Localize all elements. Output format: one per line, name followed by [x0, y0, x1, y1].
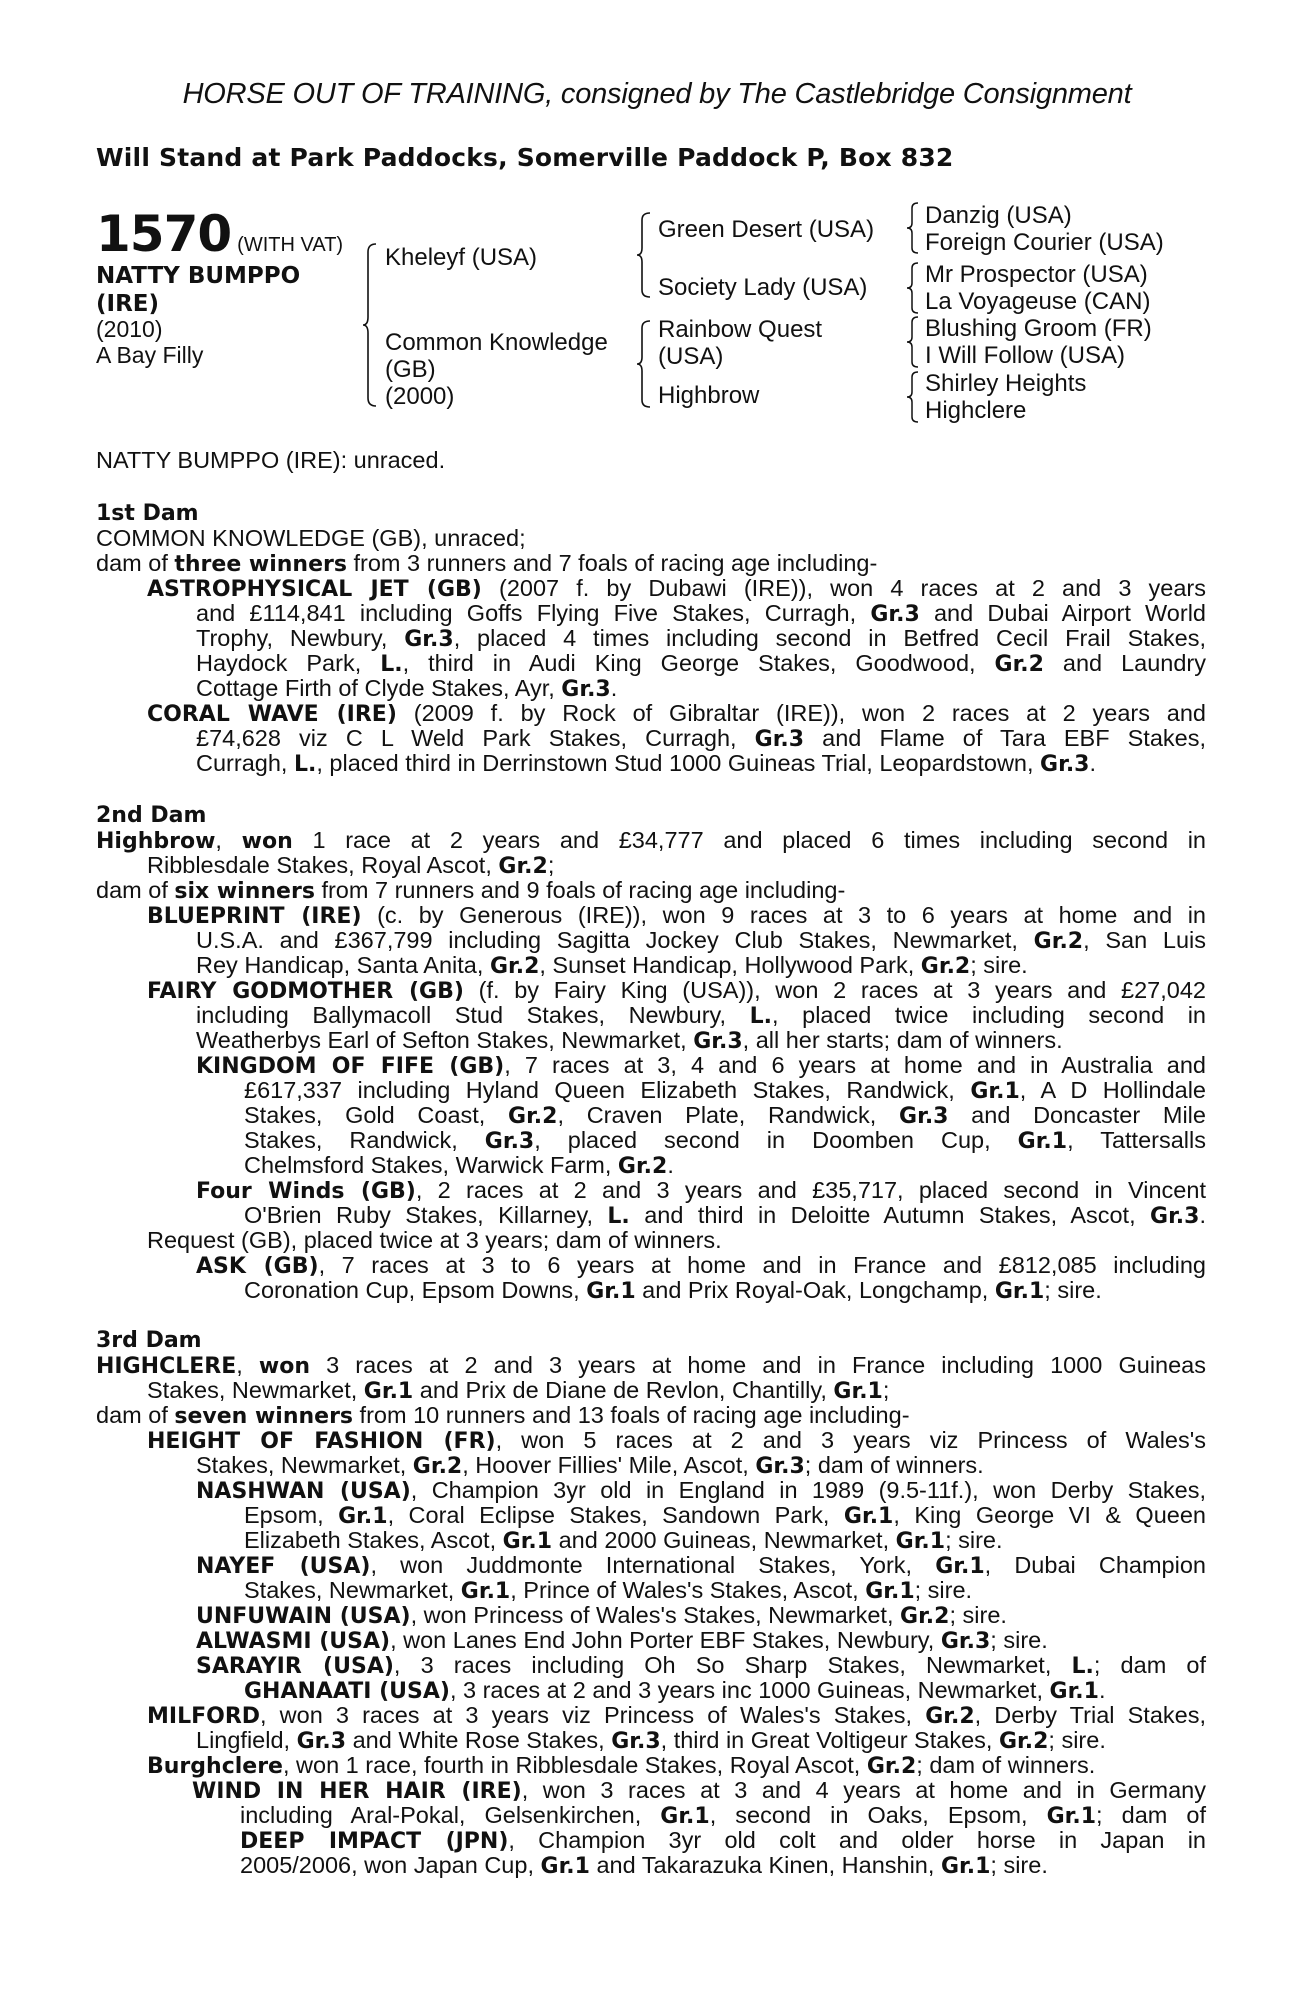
dam-line2: (GB) — [385, 356, 436, 383]
second-dam-heading: 2nd Dam — [96, 803, 207, 828]
entry-wind-in-her-hair-2: including Aral-Pokal, Gelsenkirchen, Gr.1, second in Oaks, Epsom, Gr.1; dam of — [240, 1802, 1206, 1829]
entry-ask-2: Coronation Cup, Epsom Downs, Gr.1 and Prix Royal-Oak, Longchamp, Gr.1; sire. — [244, 1277, 1102, 1304]
entry-milford-2: Lingfield, Gr.3 and White Rose Stakes, Gr.3, third in Great Voltigeur Stakes, Gr.2; sire. — [196, 1727, 1106, 1754]
entry-astrophysical-jet-2: and £114,841 including Goffs Flying Five Stakes, Curragh, Gr.3 and Dubai Airport World — [196, 600, 1206, 627]
entry-astrophysical-jet-1: ASTROPHYSICAL JET (GB) (2007 f. by Dubawi (IRE)), won 4 races at 2 and 3 years — [147, 575, 1207, 602]
entry-nashwan-3: Elizabeth Stakes, Ascot, Gr.1 and 2000 Guineas, Newmarket, Gr.1; sire. — [244, 1527, 1003, 1554]
third-dam-heading: 3rd Dam — [96, 1328, 202, 1353]
entry-four-winds-2: O'Brien Ruby Stakes, Killarney, L. and third in Deloitte Autumn Stakes, Ascot, Gr.3. — [244, 1202, 1206, 1229]
stand-location: Will Stand at Park Paddocks, Somerville Paddock P, Box 832 — [96, 143, 954, 172]
sire-dam: Society Lady (USA) — [658, 274, 868, 301]
sire: Kheleyf (USA) — [385, 244, 538, 271]
entry-astrophysical-jet-5: Cottage Firth of Clyde Stakes, Ayr, Gr.3. — [196, 675, 618, 702]
entry-unfuwain: UNFUWAIN (USA), won Princess of Wales's Stakes, Newmarket, Gr.2; sire. — [196, 1602, 1007, 1629]
entry-blueprint-1: BLUEPRINT (IRE) (c. by Generous (IRE)), won 9 races at 3 to 6 years at home and in — [147, 902, 1206, 929]
entry-fairy-godmother-2: including Ballymacoll Stud Stakes, Newbury, L., placed twice including second in — [196, 1002, 1206, 1029]
entry-coral-wave-1: CORAL WAVE (IRE) (2009 f. by Rock of Gibraltar (IRE)), won 2 races at 2 years and — [147, 700, 1207, 727]
entry-nashwan-2: Epsom, Gr.1, Coral Eclipse Stakes, Sandown Park, Gr.1, King George VI & Queen — [244, 1502, 1206, 1529]
entry-kingdom-of-fife-2: £617,337 including Hyland Queen Elizabeth Stakes, Randwick, Gr.1, A D Hollindale — [244, 1077, 1207, 1104]
second-dam-line-2: Ribblesdale Stakes, Royal Ascot, Gr.2; — [147, 852, 555, 879]
page-header: HORSE OUT OF TRAINING, consigned by The Castlebridge Consignment — [182, 78, 1132, 110]
entry-coral-wave-2: £74,628 viz C L Weld Park Stakes, Curragh, Gr.3 and Flame of Tara EBF Stakes, — [196, 725, 1206, 752]
second-dam-produce: dam of six winners from 7 runners and 9 foals of racing age including- — [96, 877, 846, 904]
dam-sire-line1: Rainbow Quest — [658, 316, 823, 343]
entry-height-of-fashion-1: HEIGHT OF FASHION (FR), won 5 races at 2 and 3 years viz Princess of Wales's — [147, 1427, 1206, 1454]
dam-line1: Common Knowledge — [385, 329, 608, 356]
catalogue-body — [96, 0, 1206, 2000]
first-dam-produce: dam of three winners from 3 runners and 7 foals of racing age including- — [96, 550, 878, 577]
horse-year: (2010) — [96, 316, 163, 342]
entry-blueprint-2: U.S.A. and £367,799 including Sagitta Jockey Club Stakes, Newmarket, Gr.2, San Luis — [196, 927, 1206, 954]
entry-deep-impact-2: 2005/2006, won Japan Cup, Gr.1 and Takarazuka Kinen, Hanshin, Gr.1; sire. — [240, 1852, 1048, 1879]
lot-number: 1570 — [96, 205, 232, 263]
grandsire-2: Mr Prospector (USA) — [925, 261, 1148, 288]
grandsire-4: Shirley Heights — [925, 370, 1087, 397]
entry-burghclere: Burghclere, won 1 race, fourth in Ribblesdale Stakes, Royal Ascot, Gr.2; dam of winners. — [147, 1752, 1096, 1779]
first-dam-heading: 1st Dam — [96, 501, 199, 526]
sire-sire: Green Desert (USA) — [658, 216, 875, 243]
entry-coral-wave-3: Curragh, L., placed third in Derrinstown Stud 1000 Guineas Trial, Leopardstown, Gr.3. — [196, 750, 1097, 777]
entry-fairy-godmother-3: Weatherbys Earl of Sefton Stakes, Newmarket, Gr.3, all her starts; dam of winners. — [196, 1027, 1063, 1054]
grandsire-1: Danzig (USA) — [925, 202, 1072, 229]
grandsire-3: Blushing Groom (FR) — [925, 315, 1152, 342]
second-dam-line-1: Highbrow, won 1 race at 2 years and £34,777 and placed 6 times including second in — [96, 827, 1207, 854]
entry-request: Request (GB), placed twice at 3 years; dam of winners. — [147, 1227, 722, 1253]
granddam-4: Highclere — [925, 397, 1027, 424]
entry-astrophysical-jet-3: Trophy, Newbury, Gr.3, placed 4 times including second in Betfred Cecil Frail Stakes, — [196, 625, 1206, 652]
entry-sarayir: SARAYIR (USA), 3 races including Oh So Sharp Stakes, Newmarket, L.; dam of — [196, 1652, 1207, 1679]
entry-kingdom-of-fife-4: Stakes, Randwick, Gr.3, placed second in Doomben Cup, Gr.1, Tattersalls — [244, 1127, 1206, 1154]
entry-nayef-2: Stakes, Newmarket, Gr.1, Prince of Wales's Stakes, Ascot, Gr.1; sire. — [244, 1577, 973, 1604]
entry-kingdom-of-fife-1: KINGDOM OF FIFE (GB), 7 races at 3, 4 and 6 years at home and in Australia and — [196, 1052, 1206, 1079]
entry-ghanaati: GHANAATI (USA), 3 races at 2 and 3 years inc 1000 Guineas, Newmarket, Gr.1. — [244, 1677, 1106, 1704]
entry-alwasmi: ALWASMI (USA), won Lanes End John Porter EBF Stakes, Newbury, Gr.3; sire. — [196, 1627, 1048, 1654]
entry-kingdom-of-fife-3: Stakes, Gold Coast, Gr.2, Craven Plate, Randwick, Gr.3 and Doncaster Mile — [244, 1102, 1206, 1129]
dam-dam: Highbrow — [658, 382, 760, 409]
entry-ask-1: ASK (GB), 7 races at 3 to 6 years at home and in France and £812,085 including — [196, 1252, 1206, 1279]
entry-blueprint-3: Rey Handicap, Santa Anita, Gr.2, Sunset Handicap, Hollywood Park, Gr.2; sire. — [196, 952, 1028, 979]
granddam-2: La Voyageuse (CAN) — [925, 288, 1151, 315]
horse-name-line2: (IRE) — [96, 291, 160, 317]
entry-astrophysical-jet-4: Haydock Park, L., third in Audi King George Stakes, Goodwood, Gr.2 and Laundry — [196, 650, 1206, 677]
horse-name-line1: NATTY BUMPPO — [96, 263, 301, 289]
entry-kingdom-of-fife-5: Chelmsford Stakes, Warwick Farm, Gr.2. — [244, 1152, 674, 1179]
entry-nayef-1: NAYEF (USA), won Juddmonte International Stakes, York, Gr.1, Dubai Champion — [196, 1552, 1206, 1579]
horse-description: A Bay Filly — [96, 342, 204, 368]
intro-line: NATTY BUMPPO (IRE): unraced. — [96, 447, 446, 473]
entry-height-of-fashion-2: Stakes, Newmarket, Gr.2, Hoover Fillies' Mile, Ascot, Gr.3; dam of winners. — [196, 1452, 984, 1479]
granddam-3: I Will Follow (USA) — [925, 342, 1126, 369]
dam-sire-line2: (USA) — [658, 343, 724, 370]
third-dam-line-1: HIGHCLERE, won 3 races at 2 and 3 years at home and in France including 1000 Guineas — [96, 1352, 1206, 1379]
entry-fairy-godmother-1: FAIRY GODMOTHER (GB) (f. by Fairy King (USA)), won 2 races at 3 years and £27,042 — [147, 977, 1206, 1004]
entry-four-winds-1: Four Winds (GB), 2 races at 2 and 3 years and £35,717, placed second in Vincent — [196, 1177, 1206, 1204]
granddam-1: Foreign Courier (USA) — [925, 229, 1164, 256]
third-dam-line-2: Stakes, Newmarket, Gr.1 and Prix de Diane de Revlon, Chantilly, Gr.1; — [147, 1377, 890, 1404]
third-dam-produce: dam of seven winners from 10 runners and 13 foals of racing age including- — [96, 1402, 910, 1429]
entry-deep-impact-1: DEEP IMPACT (JPN), Champion 3yr old colt and older horse in Japan in — [240, 1827, 1207, 1854]
entry-nashwan-1: NASHWAN (USA), Champion 3yr old in England in 1989 (9.5-11f.), won Derby Stakes, — [196, 1477, 1207, 1504]
dam-line3: (2000) — [385, 383, 455, 410]
entry-wind-in-her-hair-1: WIND IN HER HAIR (IRE), won 3 races at 3 and 4 years at home and in Germany — [192, 1777, 1207, 1804]
first-dam-line: COMMON KNOWLEDGE (GB), unraced; — [96, 525, 526, 551]
entry-milford-1: MILFORD, won 3 races at 3 years viz Princess of Wales's Stakes, Gr.2, Derby Trial Stakes, — [147, 1702, 1206, 1729]
vat-note: (WITH VAT) — [237, 234, 344, 256]
